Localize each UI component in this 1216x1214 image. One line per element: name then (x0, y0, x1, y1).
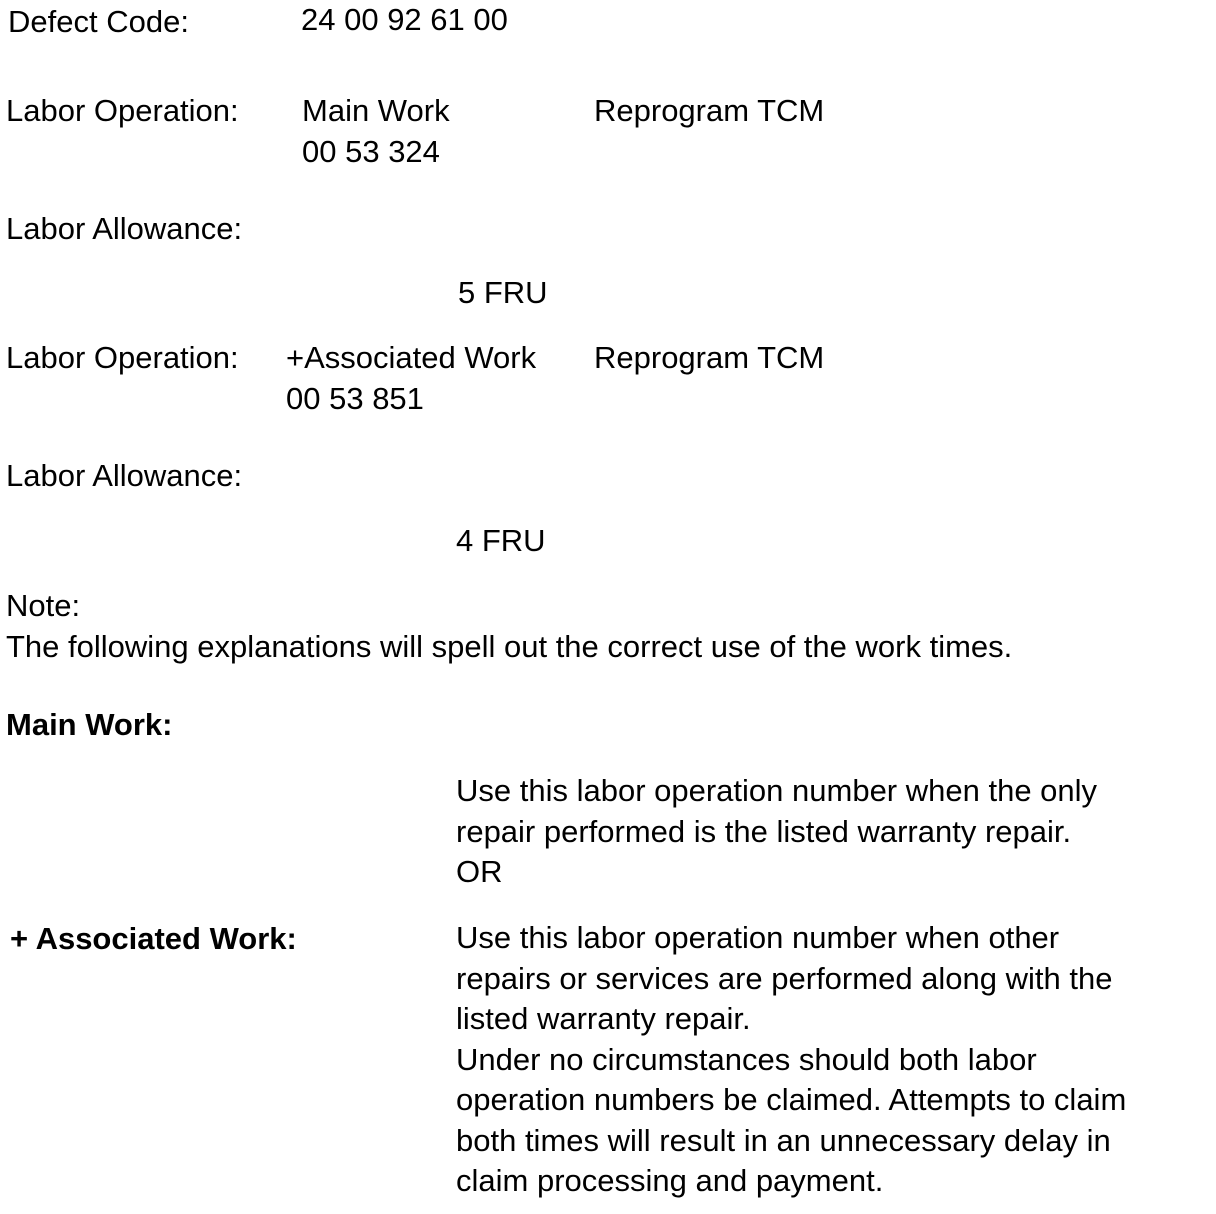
associated-work-explanation-line: listed warranty repair. (456, 1001, 751, 1036)
main-labor-operation-label: Labor Operation: (6, 93, 239, 128)
main-work-type: Main Work (302, 93, 450, 128)
associated-work-explanation-line: both times will result in an unnecessary delay in (456, 1122, 1111, 1158)
main-work-heading: Main Work: (6, 707, 173, 742)
associated-work-explanation-line: claim processing and payment. (456, 1163, 884, 1198)
main-labor-allowance-value: 5 FRU (458, 275, 548, 310)
note-label: Note: (6, 588, 81, 623)
associated-labor-operation-label: Labor Operation: (6, 340, 239, 375)
defect-code-value: 24 00 92 61 00 (301, 2, 508, 37)
associated-labor-allowance-label: Labor Allowance: (6, 458, 243, 493)
note-text: The following explanations will spell out the correct use of the work times. (6, 629, 1013, 664)
main-work-explanation-line: OR (456, 854, 503, 889)
associated-work-type: +Associated Work (286, 340, 537, 375)
main-work-number: 00 53 324 (302, 134, 440, 169)
associated-work-description: Reprogram TCM (594, 340, 825, 375)
associated-labor-allowance-value: 4 FRU (456, 523, 546, 558)
main-labor-allowance-label: Labor Allowance: (6, 211, 243, 246)
main-work-description: Reprogram TCM (594, 93, 825, 128)
associated-work-explanation (456, 918, 1126, 1202)
defect-code-label: Defect Code: (8, 4, 189, 39)
associated-work-heading: + Associated Work: (10, 921, 297, 956)
associated-work-explanation-line: operation numbers be claimed. Attempts to claim (456, 1082, 1127, 1117)
associated-work-explanation-line: Use this labor operation number when other (456, 920, 1060, 955)
associated-work-number: 00 53 851 (286, 381, 424, 416)
associated-work-explanation-line: Under no circumstances should both labor (456, 1041, 1037, 1077)
associated-work-explanation-line: repairs or services are performed along with the (456, 960, 1113, 996)
main-work-explanation (456, 771, 1097, 893)
main-work-explanation-line: repair performed is the listed warranty repair. (456, 813, 1072, 849)
main-work-explanation-line: Use this labor operation number when the only (456, 773, 1098, 808)
